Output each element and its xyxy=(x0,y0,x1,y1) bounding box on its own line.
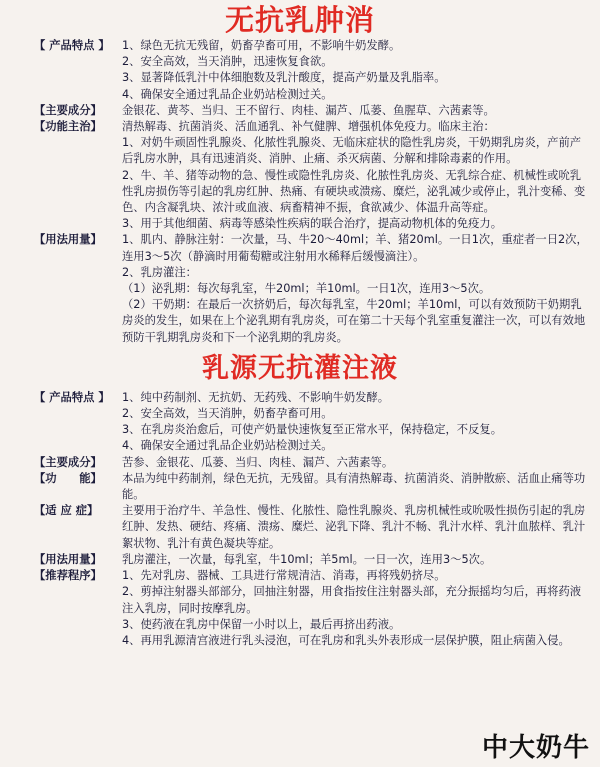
product1-ingredients xyxy=(34,103,592,119)
function-item: 2、牛、羊、猪等动物的急、慢性或隐性乳房炎、化脓性乳房炎、无乳综合症、机械性或吮乳性乳房损伤等引起的乳房红肿、热痛、有硬块或溃疡、糜烂，泌乳减少或停止，乳汁变稀、变色、内含凝乳块、浓汁或血液、病畜精神不振，食欲减少、体温升高等症。 xyxy=(122,168,586,215)
product2-procedure xyxy=(34,568,592,649)
usage-text: 乳房灌注，一次量，每乳室，牛10ml；羊5ml。一日一次，连用3～5次。 xyxy=(122,552,492,566)
function-item: 1、对奶牛顽固性乳腺炎、化脓性乳腺炎、无临床症状的隐性乳房炎，干奶期乳房炎，产前产后乳房水肿，具有迅速消炎、消肿、止痛、杀灭病菌、分解和排除毒素的作用。 xyxy=(122,136,582,166)
product1-function xyxy=(34,119,592,232)
function-item: 3、用于其他细菌、病毒等感染性疾病的联合治疗，提高动物机体的免疫力。 xyxy=(122,217,502,231)
features-label: 【 产品特点 】 xyxy=(34,39,110,52)
feature-item: 3、在乳房炎治愈后，可使产奶量快速恢复至正常水平，保持稳定，不反复。 xyxy=(122,423,502,437)
function-text: 本品为纯中药制剂，绿色无抗，无残留。具有清热解毒、抗菌消炎、消肿散瘀、活血止痛等功能。 xyxy=(122,471,586,502)
procedure-item: 1、先对乳房、器械、工具进行常规清洁、消毒，再将残奶挤尽。 xyxy=(122,569,446,583)
ingredients-text: 苦参、金银花、瓜蒌、当归、肉桂、漏芦、六茜素等。 xyxy=(122,455,394,469)
procedure-label: 【推荐程序】 xyxy=(34,569,102,583)
product2-ingredients xyxy=(34,455,592,471)
usage-label: 【用法用量】 xyxy=(34,233,102,247)
usage-item: （1）泌乳期：每次每乳室，牛20ml；羊10ml。一日1次，连用3～5次。 xyxy=(122,282,491,296)
usage-label: 【用法用量】 xyxy=(34,552,102,566)
feature-item: 1、绿色无抗无残留，奶畜孕畜可用，不影响牛奶发酵。 xyxy=(122,39,401,52)
product2-section xyxy=(0,390,600,649)
product2-features xyxy=(34,390,592,455)
feature-item: 2、安全高效，当天消肿，迅速恢复食欲。 xyxy=(122,55,333,69)
function-label: 【功能主治】 xyxy=(34,120,102,134)
feature-item: 2、安全高效，当天消肿，奶畜孕畜可用。 xyxy=(122,407,333,421)
function-intro: 清热解毒、抗菌消炎、活血通乳、补气健脾、增强机体免疫力。临床主治： xyxy=(122,120,495,134)
indication-label: 【适 应 症】 xyxy=(34,504,99,518)
usage-item: 2、乳房灌注： xyxy=(122,265,197,279)
usage-item: （2）干奶期：在最后一次挤奶后，每次每乳室，牛20ml；羊10ml，可以有效预防干奶期乳房炎的发生，如果在上个泌乳期有乳房炎，可在第二十天每个乳室重复灌注一次，可以有效地预防干乳期乳房炎和下一个泌乳期的乳房炎。 xyxy=(122,298,586,344)
ingredients-text: 金银花、黄芩、当归、王不留行、肉桂、漏芦、瓜蒌、鱼腥草、六茜素等。 xyxy=(122,103,495,117)
product1-section xyxy=(0,38,600,346)
product1-usage xyxy=(34,232,592,345)
procedure-item: 3、使药液在乳房中保留一小时以上，最后再挤出药液。 xyxy=(122,617,401,631)
product2-function xyxy=(34,471,592,503)
product1-features xyxy=(34,38,592,103)
product2-usage xyxy=(34,552,592,568)
product1-title: 无抗乳肿消 xyxy=(224,3,375,37)
indication-text: 主要用于治疗牛、羊急性、慢性、化脓性、隐性乳腺炎、乳房机械性或吮吸性损伤引起的乳房红肿、发热、硬结、疼痛、溃疡、糜烂、泌乳下降、乳汁不畅、乳汁水样、乳汁血脓样、乳汁絮状物、乳汁有黄色凝块等症。 xyxy=(122,504,586,550)
feature-item: 4、确保安全通过乳品企业奶站检测过关。 xyxy=(122,87,333,101)
features-label: 【 产品特点 】 xyxy=(34,390,110,404)
function-label: 【功 能】 xyxy=(34,471,102,485)
product2-title: 乳源无抗灌注液 xyxy=(202,352,398,384)
procedure-item: 2、剪掉注射器头部部分，回抽注射器，用食指按住注射器头部，充分振摇均匀后，再将药液注入乳房，同时按摩乳房。 xyxy=(122,585,582,615)
brand-watermark: 中大奶牛 xyxy=(481,733,590,763)
product2-indication xyxy=(34,503,592,552)
feature-item: 3、显著降低乳汁中体细胞数及乳汁酸度，提高产奶量及乳脂率。 xyxy=(122,71,446,85)
usage-item: 1、肌内、静脉注射：一次量，马、牛20～40ml；羊、猪20ml。一日1次，重症者一日2次，连用3～5次（静滴时用葡萄糖或注射用水稀释后缓慢滴注）。 xyxy=(122,233,588,263)
feature-item: 4、确保安全通过乳品企业奶站检测过关。 xyxy=(122,439,333,453)
ingredients-label: 【主要成分】 xyxy=(34,103,102,117)
feature-item: 1、纯中药制剂、无抗奶、无药残、不影响牛奶发酵。 xyxy=(122,390,390,404)
procedure-item: 4、再用乳源清宫液进行乳头浸泡，可在乳房和乳头外表形成一层保护膜，阻止病菌入侵。 xyxy=(122,633,570,647)
ingredients-label: 【主要成分】 xyxy=(34,455,102,469)
